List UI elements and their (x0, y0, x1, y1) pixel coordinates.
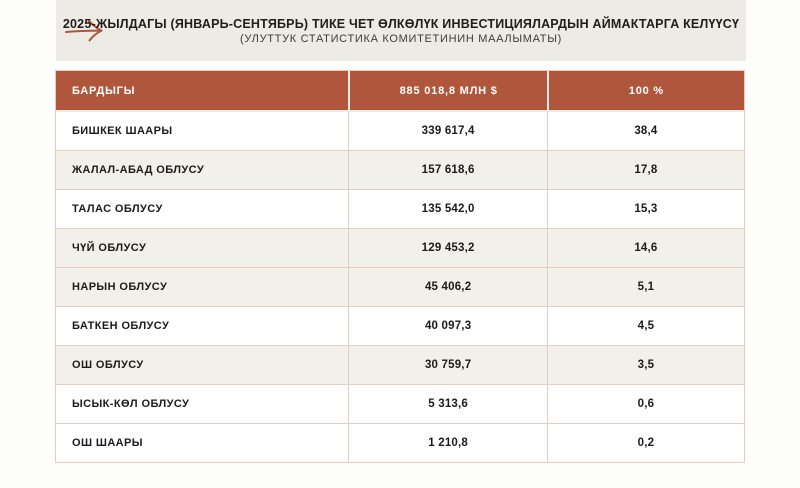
region-cell: ОШ ШААРЫ (72, 437, 143, 449)
amount-cell: 45 406,2 (348, 268, 546, 306)
amount-cell: 129 453,2 (348, 229, 546, 267)
total-label-cell: БАРДЫГЫ (72, 84, 136, 97)
region-cell: ТАЛАС ОБЛУСУ (72, 203, 163, 215)
region-cell: ЖАЛАЛ-АБАД ОБЛУСУ (72, 164, 205, 176)
percent-cell: 0,6 (547, 385, 744, 423)
table-row (56, 189, 744, 228)
percent-cell: 3,5 (547, 346, 744, 384)
table-header-row (56, 71, 744, 112)
table-row (56, 345, 744, 384)
table-row (56, 150, 744, 189)
amount-cell: 40 097,3 (348, 307, 546, 345)
percent-cell: 0,2 (547, 424, 744, 462)
investment-table (55, 70, 745, 463)
amount-cell: 5 313,6 (348, 385, 546, 423)
amount-cell: 1 210,8 (348, 424, 546, 462)
percent-cell: 38,4 (547, 112, 744, 150)
region-cell: ЧҮЙ ОБЛУСУ (72, 242, 147, 254)
table-row (56, 423, 744, 462)
page-subtitle: (УЛУТТУК СТАТИСТИКА КОМИТЕТИНИН МААЛЫМАТЫ) (239, 32, 563, 45)
percent-cell: 15,3 (547, 190, 744, 228)
amount-cell: 157 618,6 (348, 151, 546, 189)
amount-cell: 339 617,4 (348, 112, 546, 150)
header-banner (56, 0, 746, 61)
region-cell: ОШ ОБЛУСУ (72, 359, 144, 371)
table-body (56, 112, 744, 462)
table-row (56, 384, 744, 423)
banner-text-block (56, 0, 746, 61)
table-row (56, 267, 744, 306)
percent-cell: 14,6 (547, 229, 744, 267)
percent-cell: 17,8 (547, 151, 744, 189)
table-row (56, 228, 744, 267)
page-title: 2025-ЖЫЛДАГЫ (ЯНВАРЬ-СЕНТЯБРЬ) ТИКЕ ЧЕТ ӨЛКӨЛҮК ИНВЕСТИЦИЯЛАРДЫН АЙМАКТАРГА КЕЛҮҮСҮ (62, 16, 740, 31)
region-cell: БАТКЕН ОБЛУСУ (72, 320, 170, 332)
total-amount-cell: 885 018,8 МЛН $ (348, 71, 546, 110)
total-percent-cell: 100 % (547, 71, 744, 110)
region-cell: БИШКЕК ШААРЫ (72, 125, 173, 137)
percent-cell: 4,5 (547, 307, 744, 345)
table-row (56, 306, 744, 345)
region-cell: НАРЫН ОБЛУСУ (72, 281, 168, 293)
percent-cell: 5,1 (547, 268, 744, 306)
amount-cell: 30 759,7 (348, 346, 546, 384)
table-row (56, 112, 744, 150)
amount-cell: 135 542,0 (348, 190, 546, 228)
region-cell: ЫСЫК-КӨЛ ОБЛУСУ (72, 398, 190, 410)
